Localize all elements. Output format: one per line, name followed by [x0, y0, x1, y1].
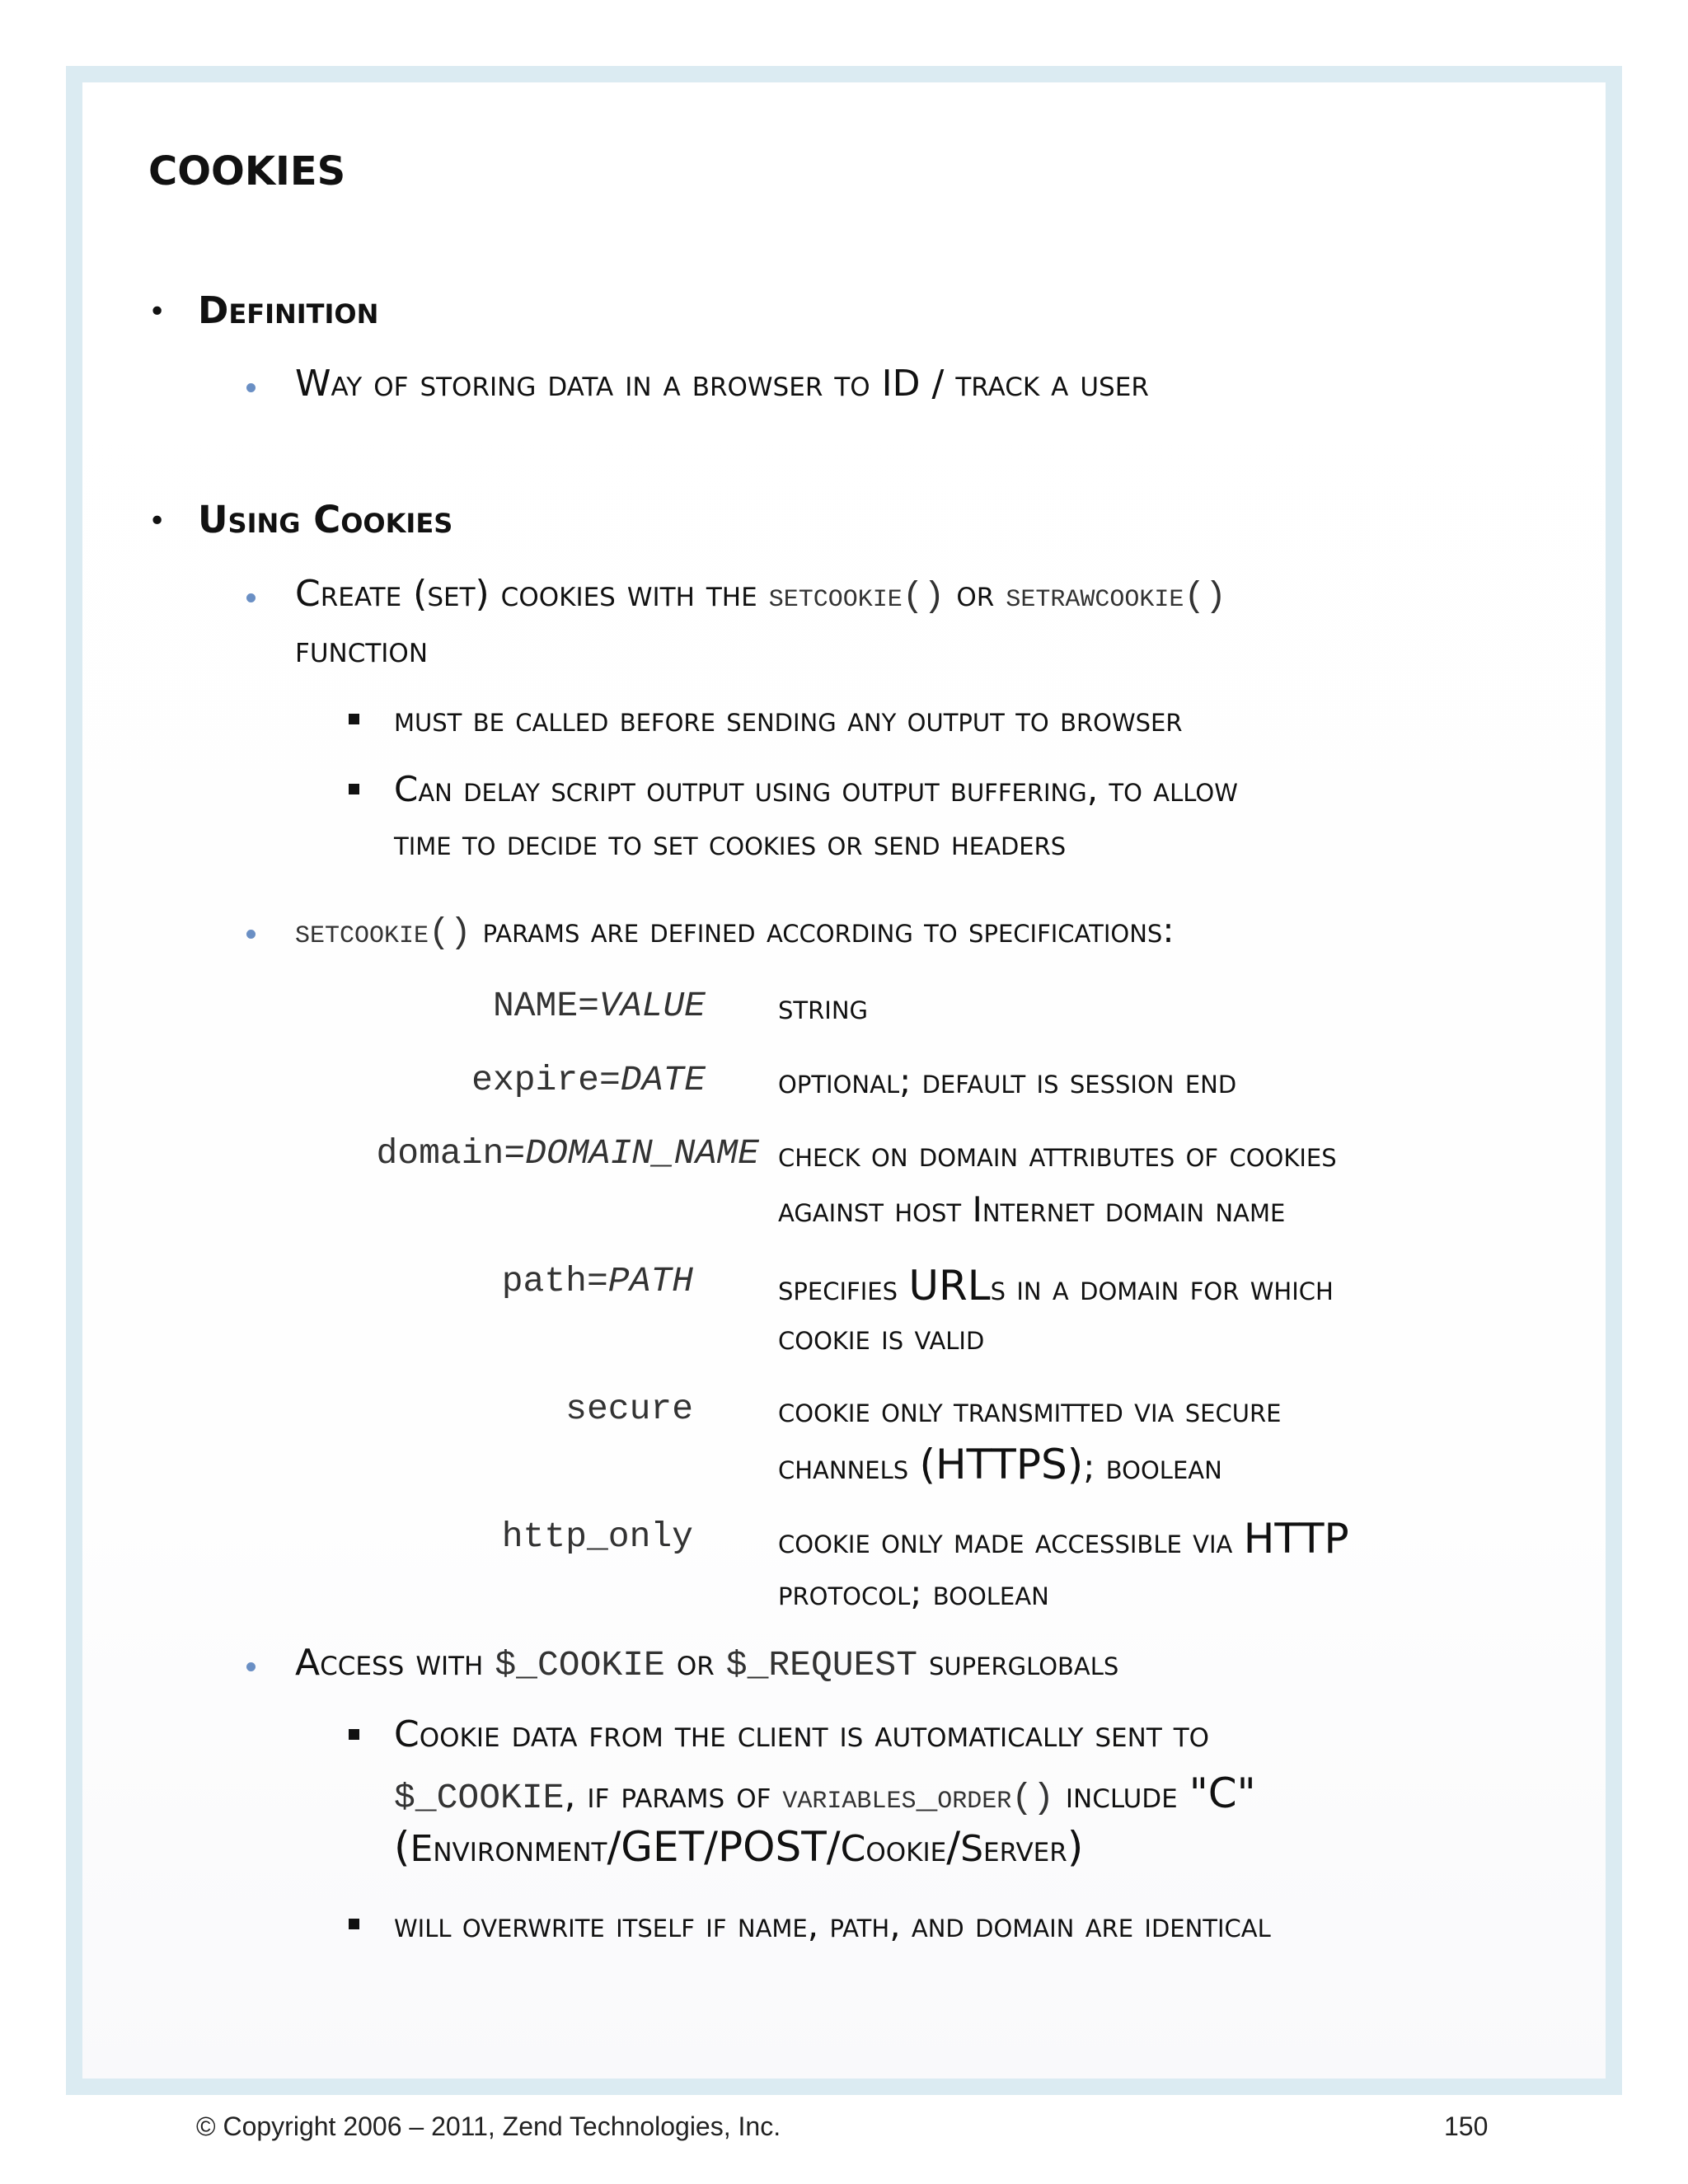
create-sub-1: must be called before sending any output to browser	[394, 699, 1183, 739]
code-variables-order: variables_order()	[782, 1778, 1054, 1818]
bullet-icon	[246, 593, 256, 602]
access-sub-1: Cookie data from the client is automatically sent to	[394, 1713, 1210, 1755]
code-cookie: $_COOKIE	[495, 1645, 665, 1685]
access-sub-2: will overwrite itself if name, path, and domain are identical	[394, 1905, 1271, 1945]
create-text-1: Create (set) cookies with the	[295, 573, 757, 615]
square-bullet-icon	[349, 1919, 359, 1929]
footer-copyright: © Copyright 2006 – 2011, Zend Technologies, Inc.	[196, 2111, 781, 2141]
bullet-icon	[246, 930, 256, 939]
params-intro-text: params are defined according to specifications:	[482, 910, 1175, 950]
heading-using-cookies: Using Cookies	[198, 498, 453, 541]
create-text-2: or	[956, 573, 995, 615]
param-desc-name: string	[778, 987, 868, 1027]
param-desc-path: specifies URLs in a domain for which	[778, 1262, 1334, 1310]
bullet-icon	[246, 383, 256, 392]
square-bullet-icon	[349, 1729, 359, 1740]
param-key-domain: domain=DOMAIN_NAME	[376, 1133, 759, 1174]
param-desc-domain: check on domain attributes of cookies	[778, 1134, 1337, 1174]
param-key-http-only: http_only	[501, 1516, 693, 1557]
code-request: $_REQUEST	[725, 1645, 918, 1685]
square-bullet-icon	[349, 714, 359, 724]
access-sub-1-cont: $_COOKIE, if params of variables_order() include "C"	[394, 1769, 1256, 1818]
bullet-icon	[246, 1662, 256, 1671]
code-cookie: $_COOKIE	[394, 1778, 565, 1818]
access-line: Access with $_COOKIE or $_REQUEST superglobals	[295, 1642, 1119, 1685]
param-desc-domain-cont: against host Internet domain name	[778, 1189, 1286, 1230]
access-sub-1-cont-2: (Environment/GET/POST/Cookie/Server)	[394, 1823, 1084, 1871]
param-desc-secure-cont: channels (HTTPS); boolean	[778, 1441, 1222, 1488]
create-line	[295, 573, 1226, 616]
create-line-2: function	[295, 629, 429, 671]
footer-page-number: 150	[1444, 2111, 1489, 2141]
param-desc-http-only-cont: protocol; boolean	[778, 1572, 1049, 1613]
definition-text: Way of storing data in a browser to ID / track a user	[295, 363, 1149, 405]
param-key-name: NAME=VALUE	[492, 986, 706, 1026]
params-intro	[295, 909, 1174, 953]
param-key-secure: secure	[565, 1389, 693, 1429]
param-key-path: path=PATH	[501, 1261, 693, 1301]
bullet-icon: •	[148, 295, 166, 329]
code-setcookie: setcookie()	[768, 576, 945, 616]
param-desc-secure: cookie only transmitted via secure	[778, 1390, 1282, 1430]
param-desc-expire: optional; default is session end	[778, 1061, 1237, 1101]
bullet-icon: •	[148, 504, 166, 538]
create-sub-2: Can delay script output using output buffering, to allow	[394, 769, 1238, 809]
create-sub-2-cont: time to decide to set cookies or send headers	[394, 823, 1067, 863]
param-desc-path-cont: cookie is valid	[778, 1317, 985, 1357]
param-key-expire: expire=DATE	[471, 1060, 706, 1100]
page-title: COOKIES	[148, 148, 346, 194]
square-bullet-icon	[349, 784, 359, 794]
heading-definition: Definition	[198, 288, 379, 332]
code-setcookie: setcookie()	[295, 912, 471, 953]
code-setrawcookie: setrawcookie()	[1006, 576, 1226, 616]
param-desc-http-only: cookie only made accessible via HTTP	[778, 1515, 1349, 1563]
